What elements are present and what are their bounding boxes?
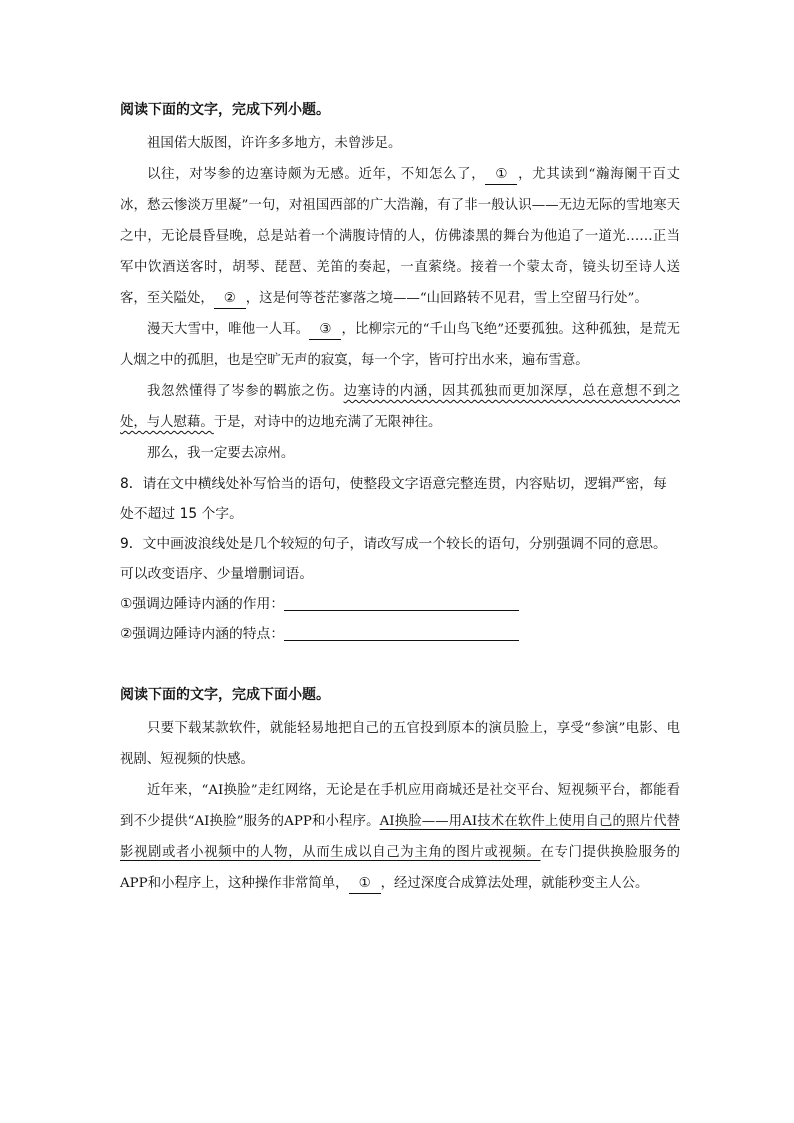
- fill-blank-1: ①: [349, 875, 381, 894]
- fill-blank-2: ②: [214, 290, 246, 309]
- fill-blank-3: ③: [309, 321, 341, 340]
- section1-heading: 阅读下面的文字，完成下列小题。: [120, 102, 330, 118]
- paragraph-text: ，经过深度合成算法处理，就能秒变主人公。: [380, 876, 649, 891]
- paragraph-text: 在专门提供换脸服务的APP和小程序上，这种操作非常简单，: [120, 845, 680, 891]
- question-9-item-2: [120, 619, 680, 649]
- paragraph-text: 我忽然懂得了岑参的羁旅之伤。: [147, 384, 344, 399]
- question-9-item-1-label: ①强调边陲诗内涵的作用：: [120, 596, 285, 612]
- question-9-item-2-label: ②强调边陲诗内涵的特点：: [120, 626, 285, 642]
- section1-paragraph-2: [120, 159, 680, 314]
- section2-paragraph-1: 只要下载某款软件，就能轻易地把自己的五官投到原本的演员脸上，享受“参演”电影、电视剧、短视频的快感。: [120, 721, 680, 767]
- paragraph-text: 近年来，“AI换脸”走红网络，无论是在手机应用商城还是社交平台、短视频平台，都能看到不少提供“AI换脸”服务的APP和小程序。: [120, 783, 680, 829]
- document-page: [120, 100, 680, 899]
- answer-line-1[interactable]: [284, 592, 519, 611]
- answer-line-2[interactable]: [284, 622, 519, 641]
- section2: [120, 685, 680, 899]
- paragraph-text: 于是，对诗中的边地充满了无限神往。: [213, 415, 442, 430]
- wavy-underlined-text: 边塞诗的内涵，因其孤独而更加深厚，总在意想不到之处，与人慰藉。: [120, 384, 680, 430]
- fill-blank-1: ①: [485, 166, 517, 185]
- section2-heading: 阅读下面的文字，完成下面小题。: [120, 687, 330, 703]
- paragraph-text: 漫天大雪中，唯他一人耳。: [147, 322, 310, 337]
- section1-paragraph-3: [120, 314, 680, 376]
- question-9: 9．文中画波浪线处是几个较短的句子，请改写成一个较长的语句，分别强调不同的意思。可以改变语序、少量增删词语。: [120, 536, 667, 582]
- question-8: 8．请在文中横线处补写恰当的语句，使整段文字语意完整连贯，内容贴切，逻辑严密，每处不超过 15 个字。: [120, 476, 667, 522]
- section1-paragraph-4: [120, 376, 680, 438]
- paragraph-text: ，比柳宗元的“千山鸟飞绝”还要孤独。这种孤独，是荒无人烟之中的孤胆，也是空旷无声的寂寞，每一个字，皆可拧出水来，遍布雪意。: [120, 322, 680, 368]
- section2-paragraph-2: [120, 775, 680, 899]
- paragraph-text: ，这是何等苍茫寥落之境——“山回路转不见君，雪上空留马行处”。: [245, 291, 648, 306]
- question-9-item-1: [120, 589, 680, 619]
- underlined-text: AI换脸——用AI技术在软件上使用自己的照片代替影视剧或者小视频中的人物，从而生成以自己为主角的图片或视频。: [120, 814, 681, 860]
- section1-paragraph-5: 那么，我一定要去凉州。: [147, 446, 295, 461]
- paragraph-text: ，尤其读到“瀚海阑干百丈冰，愁云惨淡万里凝”一句，对祖国西部的广大浩瀚，有了非一般认识——无边无际的雪地寒天之中，无论晨昏昼晚，总是站着一个满腹诗情的人，仿佛漆黑的舞台为他追了一道光……正当军中饮酒送客时，胡琴、琵琶、羌笛的奏起，一直萦绕。接着一个蒙太奇，镜头切至诗人送客，至关隘处，: [120, 167, 680, 306]
- paragraph-text: 以往，对岑参的边塞诗颇为无感。近年，不知怎么了，: [147, 167, 486, 182]
- section1-paragraph-1: 祖国偌大版图，许许多多地方，未曾涉足。: [147, 136, 402, 151]
